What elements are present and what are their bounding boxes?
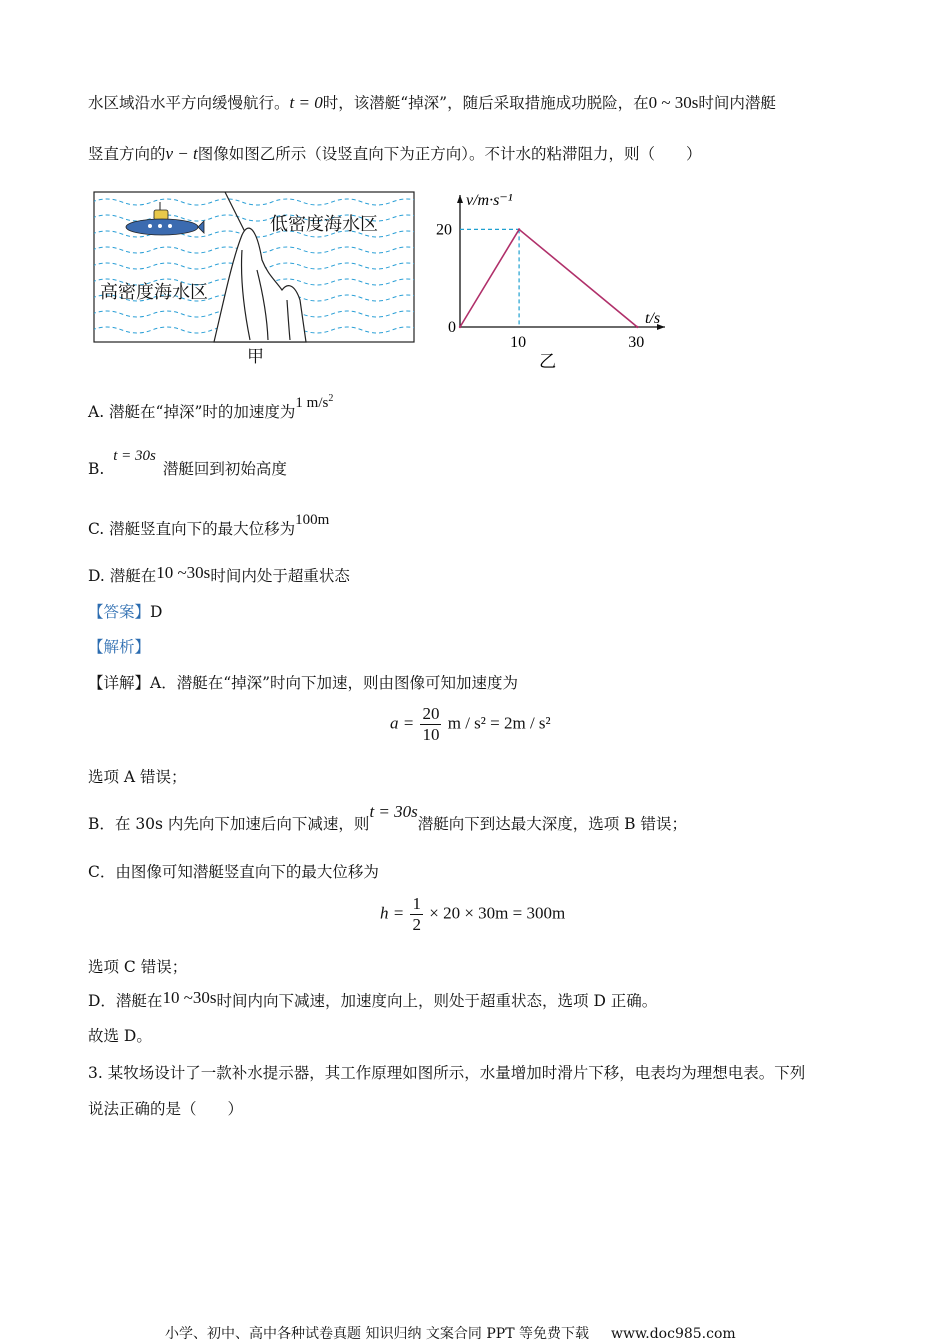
option-d: [88, 565, 350, 587]
analysis-label: 【解析】: [88, 638, 151, 656]
problem-line-2: [88, 143, 702, 165]
detail-a: [88, 672, 518, 694]
a-wrong: [88, 766, 187, 788]
eq2-numerator: 1: [412, 894, 421, 913]
math-t0: t = 0: [289, 93, 323, 112]
detail-d-text1: D．潜艇在: [88, 992, 163, 1010]
option-d-math: 10 ~30s: [156, 563, 211, 582]
detail-b-text1: B．在 30s 内先向下加速后向下减速，则: [88, 815, 370, 833]
next-problem-text: 说法正确的是（ ）: [88, 1100, 244, 1118]
conclusion: [88, 1025, 152, 1047]
eq2-fraction: [410, 894, 423, 935]
eq1-denominator: 10: [422, 725, 440, 744]
footer-text: 小学、初中、高中各种试卷真题 知识归纳 文案合同 PPT 等免费下载: [165, 1326, 589, 1342]
y-axis-arrow: [457, 195, 463, 203]
detail-b: [88, 802, 687, 835]
figure-jia: [92, 190, 422, 370]
detail-d-text2: 时间内向下减速，加速度向上，则处于超重状态，选项 D 正确。: [216, 992, 658, 1010]
next-problem-line-1: [88, 1062, 805, 1084]
equation-displacement: [380, 894, 565, 935]
option-d-text2: 时间内处于超重状态: [210, 567, 350, 585]
eq1-fraction: [420, 704, 441, 745]
option-b: [88, 448, 287, 481]
eq1-rhs: m / s² = 2m / s²: [447, 713, 551, 733]
c-wrong-text: 选项 C 错误；: [88, 958, 188, 976]
problem-text: 时间内潜艇: [698, 94, 776, 112]
x-tick-label: 30: [628, 334, 645, 351]
option-c-math: 100m: [295, 512, 330, 528]
problem-text: 水区域沿水平方向缓慢航行。: [88, 94, 290, 112]
option-a-exponent: 2: [328, 393, 334, 404]
option-b-prefix: B.: [88, 460, 105, 478]
label-low-density: 低密度海水区: [270, 214, 378, 234]
label-high-density: 高密度海水区: [100, 282, 208, 302]
option-a-math: [295, 395, 333, 411]
data-point: [636, 326, 638, 328]
x-axis-label: t/s: [645, 310, 661, 327]
problem-line-1: [88, 92, 776, 114]
next-problem-text: 3. 某牧场设计了一款补水提示器，其工作原理如图所示，水量增加时滑片下移，电表均为理想电表。下列: [88, 1064, 806, 1082]
caption-yi: 乙: [539, 352, 557, 370]
detail-d: [88, 990, 657, 1012]
y-axis-label: v/m·s⁻¹: [466, 192, 513, 209]
detail-c: [88, 861, 379, 883]
math-range: 0 ~ 30s: [648, 93, 699, 112]
figure-yi-chart: [425, 185, 685, 370]
conclusion-text: 故选 D。: [88, 1027, 152, 1045]
footer-url[interactable]: www.doc985.com: [610, 1326, 736, 1342]
series-line: [460, 229, 637, 327]
eq2-denominator: 2: [412, 915, 421, 934]
x-tick-label: 0: [448, 319, 456, 336]
detail-d-math: 10 ~30s: [162, 988, 217, 1007]
answer-line: [88, 601, 162, 623]
data-point: [459, 326, 461, 328]
detail-label: 【详解】: [88, 674, 151, 692]
math-vt: v − t: [165, 144, 198, 163]
x-tick-label: 10: [510, 334, 527, 351]
answer-value: D: [150, 603, 163, 621]
analysis-line: [88, 636, 150, 658]
page-footer: [165, 1323, 736, 1343]
caption-jia: 甲: [247, 347, 264, 366]
equation-acceleration: [390, 704, 551, 745]
y-tick-label: 20: [436, 221, 452, 239]
option-b-math: t = 30s: [113, 448, 156, 464]
detail-b-math: t = 30s: [369, 802, 418, 821]
eq1-lhs: a =: [390, 713, 415, 733]
detail-c-text: C．由图像可知潜艇竖直向下的最大位移为: [88, 863, 379, 881]
option-d-text: D. 潜艇在: [88, 567, 157, 585]
option-a-value: 1 m/s: [295, 395, 329, 411]
option-c: [88, 512, 330, 541]
option-a-text: A. 潜艇在“掉深”时的加速度为: [88, 403, 296, 421]
eq2-rhs: × 20 × 30m = 300m: [429, 903, 566, 923]
a-wrong-text: 选项 A 错误；: [88, 768, 187, 786]
eq2-lhs: h =: [380, 903, 405, 923]
problem-text: 竖直方向的: [88, 145, 166, 163]
detail-a-text: A．潜艇在“掉深”时向下加速，则由图像可知加速度为: [150, 674, 519, 692]
next-problem-line-2: [88, 1098, 243, 1120]
option-a: [88, 393, 334, 424]
problem-text: 图像如图乙所示（设竖直向下为正方向）。不计水的粘滞阻力，则（ ）: [197, 145, 702, 163]
answer-label: 【答案】: [88, 603, 151, 621]
problem-text: 时，该潜艇“掉深”，随后采取措施成功脱险，在: [322, 94, 649, 112]
eq1-numerator: 20: [422, 704, 440, 723]
detail-b-text2: 潜艇向下到达最大深度，选项 B 错误；: [417, 815, 687, 833]
option-c-text: C. 潜艇竖直向下的最大位移为: [88, 520, 296, 538]
data-point: [518, 228, 520, 230]
option-b-text: 潜艇回到初始高度: [162, 460, 287, 478]
c-wrong: [88, 956, 187, 978]
